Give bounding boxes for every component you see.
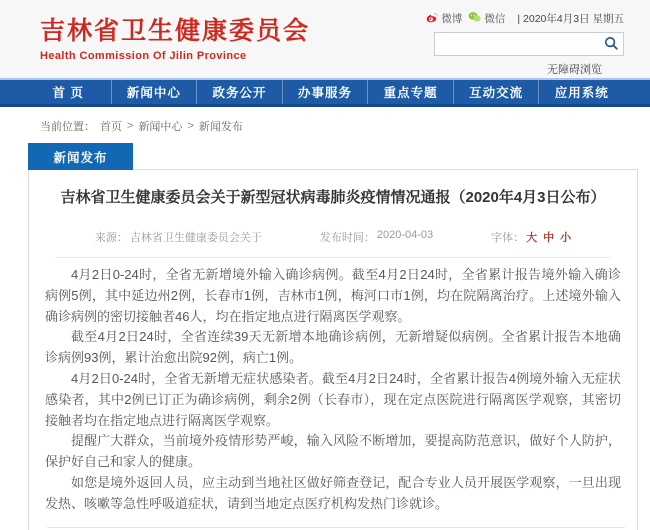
breadcrumb-label: 当前位置： — [40, 121, 95, 133]
tab-news-release[interactable]: 新闻发布 — [28, 143, 133, 170]
nav-item-home[interactable]: 首 页 — [52, 86, 85, 100]
article-paragraph: 如您是境外返回人员，应主动到当地社区做好筛查登记，配合专业人员开展医学观察，一旦出现发热、咳嗽等急性呼吸道症状，请到当地定点医疗机构发热门诊就诊。 — [45, 474, 621, 511]
current-date: | 2020年4月3日 星期五 — [517, 13, 624, 25]
breadcrumb-news-center[interactable]: 新闻中心 — [138, 121, 183, 133]
social-row — [434, 11, 624, 26]
article-paragraph: 提醒广大群众，当前境外疫情形势严峻，输入风险不断增加，要提高防范意识，做好个人防护，保护好自己和家人的健康。 — [45, 433, 621, 470]
site-title: 吉林省卫生健康委员会 — [40, 17, 311, 45]
nav-item-interaction[interactable]: 互动交流 — [453, 80, 539, 104]
article-paragraph: 4月2日0-24时，全省无新增境外输入确诊病例。截至4月2日24时，全省累计报告境外输入确诊病例5例，其中延边州2例，长春市1例，吉林市1例，梅河口市1例，均在院隔离治疗。上述境外输入确诊病例的密切接触者46人，均在指定地点进行隔离医学观察。 — [45, 267, 621, 324]
font-size-control — [491, 229, 571, 245]
site-logo[interactable] — [40, 11, 310, 78]
breadcrumb-separator: > — [127, 120, 134, 132]
breadcrumb-news-release[interactable]: 新闻发布 — [198, 121, 243, 133]
search-icon[interactable] — [604, 36, 619, 56]
wechat-label: 微信 — [484, 13, 506, 25]
article-title: 吉林省卫生健康委员会关于新型冠状病毒肺炎疫情情况通报（2020年4月3日公布） — [60, 189, 606, 206]
font-size-large[interactable]: 大 — [526, 232, 538, 244]
search-input[interactable] — [434, 32, 624, 56]
site-header — [0, 0, 650, 78]
article-paragraph: 4月2日0-24时，全省无新增无症状感染者。截至4月2日24时，全省累计报告4例境外输入无症状感染者，其中2例已订正为确诊病例，剩余2例（长春市），现在定点医院进行隔离医学观察，其密切接触者均在指定地点进行隔离医学观察。 — [45, 370, 621, 428]
nav-item-key-topics[interactable]: 重点专题 — [367, 80, 453, 104]
source-label: 来源： — [94, 232, 128, 244]
article-body — [29, 258, 637, 515]
breadcrumb-home[interactable]: 首页 — [100, 121, 122, 133]
weibo-label: 微博 — [441, 13, 463, 25]
article-source — [95, 229, 262, 245]
accessibility-link[interactable]: 无障碍浏览 — [547, 64, 602, 76]
breadcrumb — [0, 107, 650, 143]
main-nav — [0, 78, 650, 107]
nav-item-news-center[interactable]: 新闻中心 — [111, 80, 197, 104]
source-value: 吉林省卫生健康委员会关于 — [129, 232, 262, 244]
article-content-box — [28, 169, 638, 530]
search-box — [434, 32, 624, 56]
publish-time-value: 2020-04-03 — [376, 229, 434, 241]
font-size-medium[interactable]: 中 — [543, 232, 555, 244]
site-subtitle: Health Commission Of Jilin Province — [40, 50, 247, 62]
weibo-icon — [426, 11, 438, 26]
font-size-small[interactable]: 小 — [560, 232, 572, 244]
bottom-divider — [47, 527, 625, 528]
weibo-link[interactable] — [426, 11, 462, 26]
nav-item-gov-affairs[interactable]: 政务公开 — [196, 80, 282, 104]
header-right — [434, 11, 624, 78]
wechat-link[interactable] — [468, 11, 505, 26]
font-size-options — [526, 229, 571, 245]
article-meta — [29, 229, 637, 245]
nav-item-applications[interactable]: 应用系统 — [538, 80, 624, 104]
article-paragraph: 截至4月2日24时，全省连续39天无新增本地确诊病例，无新增疑似病例。全省累计报告本地确诊病例93例，累计治愈出院92例，病亡1例。 — [45, 329, 621, 366]
article-publish-time — [320, 229, 433, 245]
nav-item-services[interactable]: 办事服务 — [282, 80, 368, 104]
publish-time-label: 发布时间： — [319, 232, 375, 244]
font-size-label: 字体： — [491, 232, 525, 244]
wechat-icon — [468, 11, 481, 26]
breadcrumb-separator: > — [187, 120, 194, 132]
